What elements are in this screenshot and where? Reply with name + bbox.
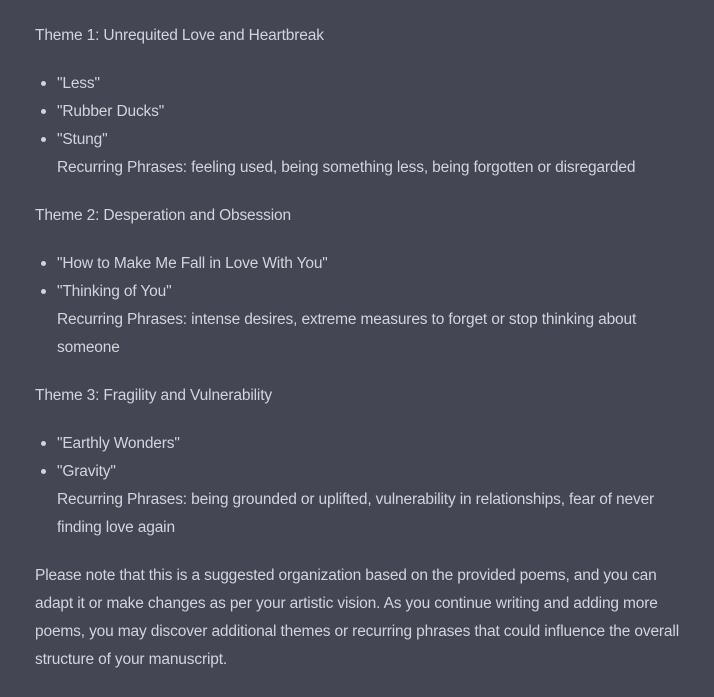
recurring-phrases: Recurring Phrases: feeling used, being something less, being forgotten or disregarded bbox=[57, 159, 636, 176]
spacer bbox=[35, 542, 695, 562]
theme-section bbox=[35, 382, 695, 542]
theme-section bbox=[35, 22, 695, 182]
theme-title: Theme 3: Fragility and Vulnerability bbox=[35, 387, 272, 404]
list-item: "Rubber Ducks" bbox=[35, 98, 695, 126]
theme-title: Theme 2: Desperation and Obsession bbox=[35, 207, 291, 224]
list-item: "How to Make Me Fall in Love With You" bbox=[35, 250, 695, 278]
spacer bbox=[35, 410, 695, 430]
spacer bbox=[35, 362, 695, 382]
poem-list bbox=[35, 250, 695, 306]
recurring-phrases: Recurring Phrases: intense desires, extreme measures to forget or stop thinking about someone bbox=[57, 311, 637, 356]
recurring-phrases: Recurring Phrases: being grounded or uplifted, vulnerability in relationships, fear of never finding love again bbox=[57, 491, 655, 536]
chat-response bbox=[35, 22, 695, 674]
list-item: "Gravity" bbox=[35, 458, 695, 486]
spacer bbox=[35, 182, 695, 202]
spacer bbox=[35, 50, 695, 70]
list-item: "Less" bbox=[35, 70, 695, 98]
poem-list bbox=[35, 70, 695, 154]
theme-title: Theme 1: Unrequited Love and Heartbreak bbox=[35, 27, 324, 44]
list-item: "Thinking of You" bbox=[35, 278, 695, 306]
list-item: "Stung" bbox=[35, 126, 695, 154]
list-item: "Earthly Wonders" bbox=[35, 430, 695, 458]
theme-section bbox=[35, 202, 695, 362]
spacer bbox=[35, 230, 695, 250]
poem-list bbox=[35, 430, 695, 486]
closing-paragraph: Please note that this is a suggested organization based on the provided poems, and you can adapt it or make changes as per your artistic vision. As you continue writing and adding more poems, you may discover additional themes or recurring phrases that could influence the overall structure of your manuscript. bbox=[35, 567, 679, 668]
